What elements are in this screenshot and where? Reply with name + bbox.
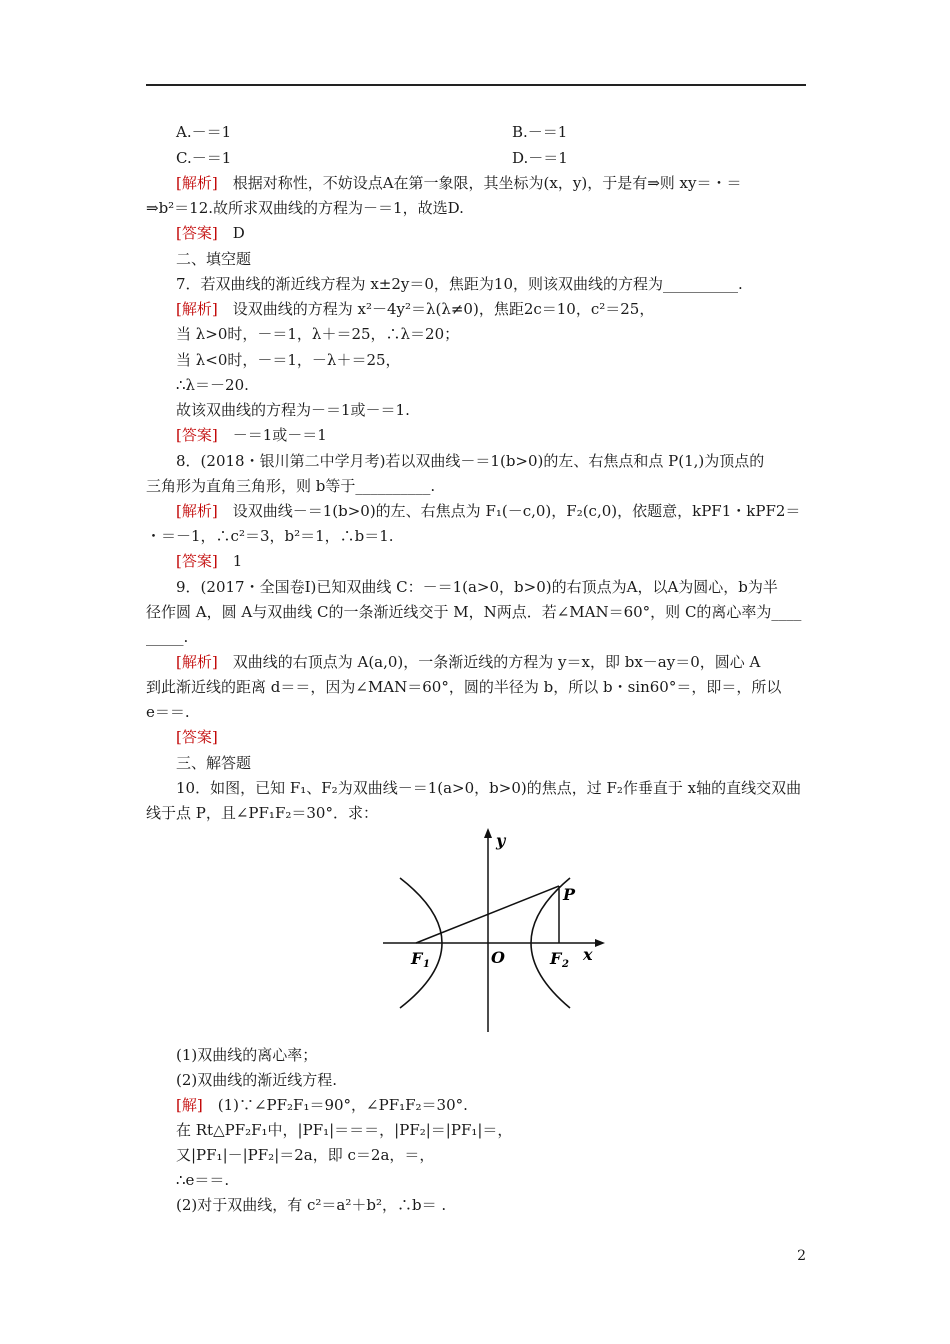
q8-stem-line2: 三角形为直角三角形，则 b等于__________. — [146, 477, 436, 495]
analysis-text: 根据对称性，不妨设点A在第一象限，其坐标为(x，y)，于是有⇒则 xy＝・＝ — [217, 174, 742, 192]
option-b: B.－＝1 — [512, 123, 568, 141]
label-f1: F — [411, 949, 423, 968]
q10-stem-line1: 10．如图，已知 F₁、F₂为双曲线－＝1(a>0，b>0)的焦点，过 F₂作垂直于 x轴的直线交双曲 — [176, 779, 802, 797]
analysis-tag: [解析] — [176, 300, 218, 318]
q7-analysis-line1 — [176, 300, 654, 318]
q10-stem-line2: 线于点 P，且∠PF₁F₂＝30°．求： — [146, 804, 378, 822]
q7-stem: 7．若双曲线的渐近线方程为 x±2y＝0，焦距为10，则该双曲线的方程为__________. — [176, 275, 743, 293]
q10-solution-line1 — [176, 1096, 468, 1114]
solution-tag: [解] — [176, 1096, 203, 1114]
header-rule — [146, 84, 806, 86]
option-d: D.－＝1 — [512, 149, 568, 167]
analysis-tag: [解析] — [176, 653, 218, 671]
label-y: y — [496, 831, 506, 850]
q6-analysis-line2: ⇒b²＝12.故所求双曲线的方程为－＝1，故选D. — [146, 199, 464, 217]
x-axis-arrow — [595, 939, 605, 947]
answer-text: D — [217, 224, 245, 242]
q9-analysis-line2: 到此渐近线的距离 d＝＝，因为∠MAN＝60°，圆的半径为 b，所以 b・sin60°＝，即＝，所以 — [146, 678, 782, 696]
q9-answer — [176, 728, 218, 746]
hyperbola-diagram — [383, 826, 605, 1036]
q10-solution-line4: ∴e＝＝. — [176, 1171, 230, 1189]
q8-analysis-line2: ・＝－1，∴c²＝3，b²＝1，∴b＝1. — [146, 527, 394, 545]
analysis-text: 双曲线的右顶点为 A(a,0)，一条渐近线的方程为 y＝x，即 bx－ay＝0，圆心 A — [217, 653, 761, 671]
label-f1-sub: 1 — [423, 959, 430, 970]
q9-analysis-line3: e＝＝. — [146, 703, 190, 721]
q9-stem-line2: 径作圆 A，圆 A与双曲线 C的一条渐近线交于 M，N两点．若∠MAN＝60°，则 C的离心率为____ — [146, 603, 802, 621]
solution-text: (1)∵∠PF₂F₁＝90°，∠PF₁F₂＝30°. — [202, 1096, 468, 1114]
page-number: 2 — [797, 1248, 806, 1264]
analysis-text: 设双曲线－＝1(b>0)的左、右焦点为 F₁(－c,0)，F₂(c,0)，依题意，kPF1・kPF2＝ — [217, 502, 801, 520]
q7-answer — [176, 426, 327, 444]
q10-solution-line2: 在 Rt△PF₂F₁中，|PF₁|＝＝＝，|PF₂|＝|PF₁|＝， — [176, 1121, 513, 1139]
q6-analysis-line1 — [176, 174, 741, 192]
q10-part2: (2)双曲线的渐近线方程. — [176, 1071, 338, 1089]
q9-stem-line3: _____. — [146, 628, 189, 646]
q10-solution-line5: (2)对于双曲线，有 c²＝a²＋b²，∴b＝ . — [176, 1196, 447, 1214]
q8-stem-line1: 8．(2018・银川第二中学月考)若以双曲线－＝1(b>0)的左、右焦点和点 P(1,)为顶点的 — [176, 452, 765, 470]
q10-part1: (1)双曲线的离心率； — [176, 1046, 318, 1064]
q7-analysis-line5: 故该双曲线的方程为－＝1或－＝1. — [176, 401, 410, 419]
answer-tag: [答案] — [176, 728, 218, 746]
section-solve: 三、解答题 — [176, 754, 252, 772]
analysis-text: 设双曲线的方程为 x²－4y²＝λ(λ≠0)，焦距2c＝10，c²＝25， — [217, 300, 655, 318]
answer-tag: [答案] — [176, 224, 218, 242]
answer-text: －＝1或－＝1 — [217, 426, 327, 444]
option-c: C.－＝1 — [176, 149, 232, 167]
q10-solution-line3: 又|PF₁|－|PF₂|＝2a，即 c＝2a，＝， — [176, 1146, 435, 1164]
analysis-tag: [解析] — [176, 502, 218, 520]
q7-analysis-line2: 当 λ>0时，－＝1，λ＋＝25，∴λ＝20； — [176, 325, 460, 343]
label-f2: F — [550, 949, 562, 968]
answer-tag: [答案] — [176, 552, 218, 570]
q9-stem-line1: 9．(2017・全国卷Ⅰ)已知双曲线 C：－＝1(a>0，b>0)的右顶点为A，以A为圆心，b为半 — [176, 578, 778, 596]
q9-analysis-line1 — [176, 653, 760, 671]
hyperbola-figure — [383, 826, 605, 1036]
q8-analysis-line1 — [176, 502, 800, 520]
q6-answer — [176, 224, 245, 242]
option-a: A.－＝1 — [176, 123, 232, 141]
q8-answer — [176, 552, 242, 570]
label-x: x — [583, 945, 593, 964]
q7-analysis-line3: 当 λ<0时，－＝1，－λ＋＝25， — [176, 351, 401, 369]
answer-text: 1 — [217, 552, 243, 570]
section-fill-in: 二、填空题 — [176, 250, 252, 268]
answer-tag: [答案] — [176, 426, 218, 444]
y-axis-arrow — [484, 828, 492, 838]
analysis-tag: [解析] — [176, 174, 218, 192]
label-origin: O — [491, 948, 505, 967]
label-f2-sub: 2 — [562, 959, 569, 970]
q7-analysis-line4: ∴λ＝－20. — [176, 376, 249, 394]
label-p: P — [563, 885, 576, 904]
